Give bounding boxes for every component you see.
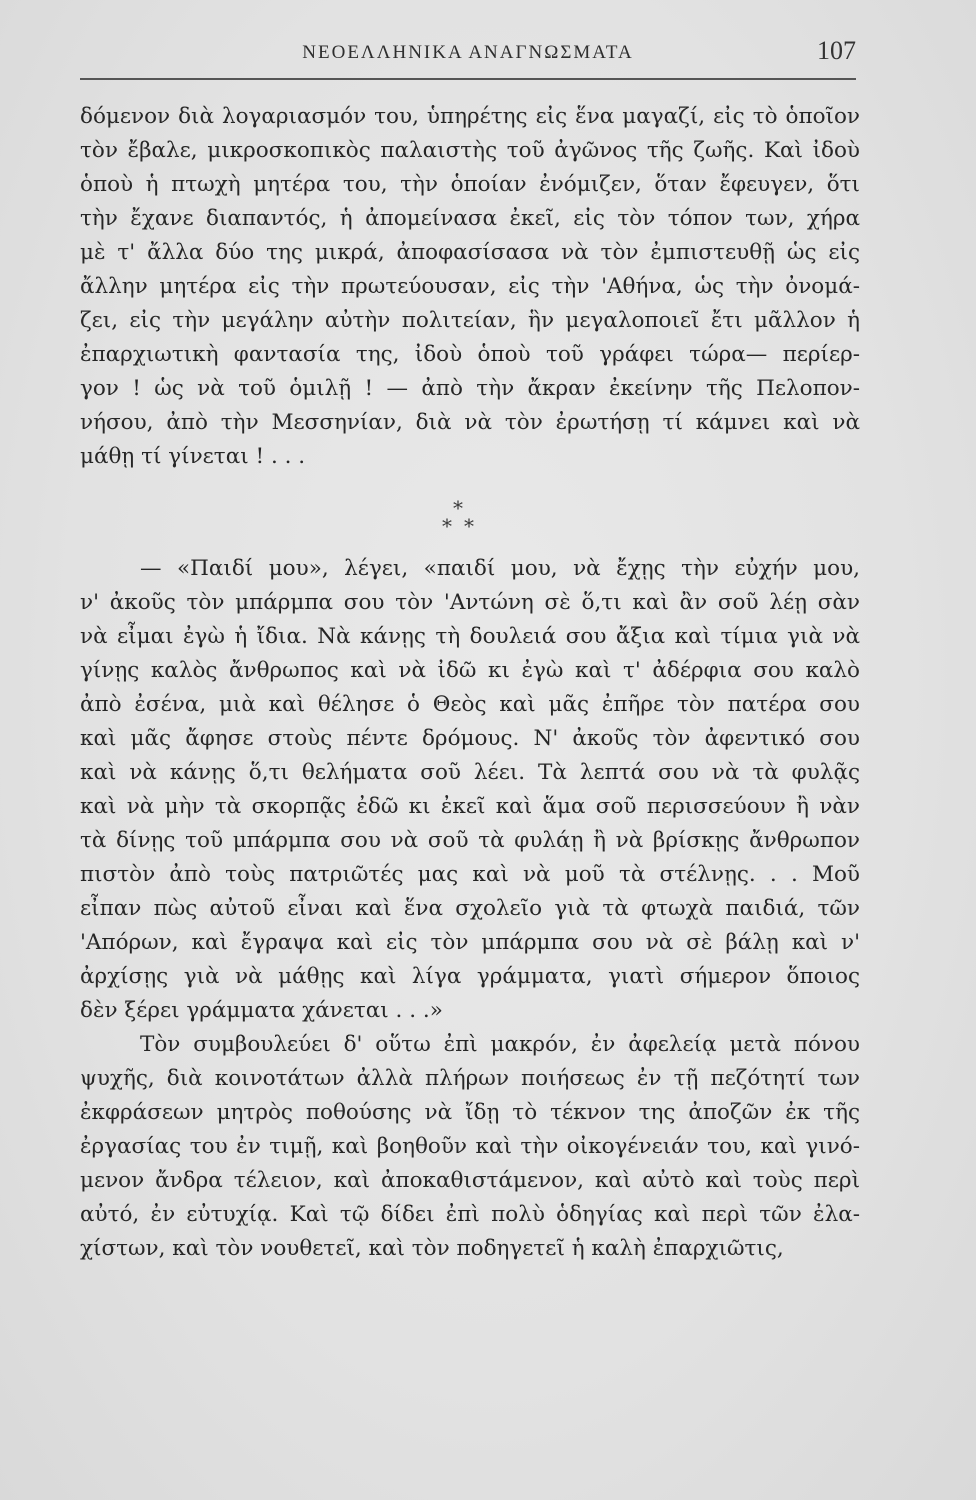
text-line: ζει, εἰς τὴν μεγάλην αὐτὴν πολιτείαν, ἣν μεγαλοποιεῖ ἔτι μᾶλλον ἡ [80, 308, 860, 333]
text-line: τὴν ἔχανε διαπαντός, ἡ ἀπομείνασα ἐκεῖ, εἰς τὸν τόπον των, χήρα [80, 206, 860, 231]
text-line: μάθῃ τί γίνεται ! . . . [80, 444, 306, 469]
text-line: καὶ μᾶς ἄφησε στοὺς πέντε δρόμους. Ν' ἀκοῦς τὸν ἀφεντικό σου [80, 726, 860, 751]
text-line: γίνῃς καλὸς ἄνθρωπος καὶ νὰ ἰδῶ κι ἐγὼ καὶ τ' ἀδέρφια σου καλὸ [80, 658, 860, 683]
text-line: ἐργασίας του ἐν τιμῇ, καὶ βοηθοῦν καὶ τὴν οἰκογένειάν του, καὶ γινό- [80, 1134, 860, 1159]
text-line: χίστων, καὶ τὸν νουθετεῖ, καὶ τὸν ποδηγετεῖ ἡ καλὴ ἐπαρχιῶτις, [80, 1236, 784, 1261]
text-line: γον ! ὡς νὰ τοῦ ὁμιλῇ ! — ἀπὸ τὴν ἄκραν ἐκείνην τῆς Πελοπον- [80, 376, 860, 401]
text-line: ν' ἀκοῦς τὸν μπάρμπα σου τὸν 'Αντώνη σὲ ὅ,τι καὶ ἂν σοῦ λέῃ σὰν [80, 590, 860, 615]
paragraph-2 [80, 552, 860, 1028]
body-text [80, 100, 860, 1266]
text-line: ἐπαρχιωτικὴ φαντασία της, ἰδοὺ ὁποὺ τοῦ γράφει τώρα— περίερ- [80, 342, 860, 367]
text-line: ἀρχίσῃς γιὰ νὰ μάθῃς καὶ λίγα γράμματα, γιατὶ σήμερον ὅποιος [80, 964, 860, 989]
text-line: ψυχῆς, διὰ κοινοτάτων ἀλλὰ πλήρων ποιήσεως ἐν τῇ πεζότητί των [80, 1066, 860, 1091]
text-line: Τὸν συμβουλεύει δ' οὕτω ἐπὶ μακρόν, ἐν ἀφελείᾳ μετὰ πόνου [140, 1032, 860, 1057]
text-line: αὐτό, ἐν εὐτυχίᾳ. Καὶ τῷ δίδει ἐπὶ πολὺ ὁδηγίας καὶ περὶ τῶν ἐλα- [80, 1202, 860, 1227]
section-separator [80, 496, 860, 552]
text-line: καὶ νὰ κάνῃς ὅ,τι θελήματα σοῦ λέει. Τὰ λεπτά σου νὰ τὰ φυλᾷς [80, 760, 860, 785]
separator-star-top: * [453, 496, 463, 520]
header-rule [80, 78, 856, 80]
page-header [80, 36, 856, 76]
paragraph-1 [80, 100, 860, 474]
text-line: ἄλλην μητέρα εἰς τὴν πρωτεύουσαν, εἰς τὴν 'Αθήνα, ὡς τὴν ὀνομά- [80, 274, 860, 299]
running-head: ΝΕΟΕΛΛΗΝΙΚΑ ΑΝΑΓΝΩΣΜΑΤΑ [302, 42, 634, 63]
text-line: δόμενον διὰ λογαριασμόν του, ὑπηρέτης εἰς ἕνα μαγαζί, εἰς τὸ ὁποῖον [80, 104, 860, 129]
text-line: ἐκφράσεων μητρὸς ποθούσης νὰ ἴδῃ τὸ τέκνον της ἀποζῶν ἐκ τῆς [80, 1100, 860, 1125]
page-number: 107 [817, 36, 856, 65]
text-line: — «Παιδί μου», λέγει, «παιδί μου, νὰ ἔχῃς τὴν εὐχήν μου, [140, 556, 860, 581]
separator-star-left: * [442, 514, 452, 538]
text-line: νὰ εἶμαι ἐγὼ ἡ ἴδια. Νὰ κάνῃς τὴ δουλειά σου ἄξια καὶ τίμια γιὰ νὰ [80, 624, 860, 649]
text-line: τὰ δίνῃς τοῦ μπάρμπα σου νὰ σοῦ τὰ φυλάῃ ἢ νὰ βρίσκῃς ἄνθρωπον [80, 828, 860, 853]
text-line: τὸν ἔβαλε, μικροσκοπικὸς παλαιστὴς τοῦ ἀγῶνος τῆς ζωῆς. Καὶ ἰδοὺ [80, 138, 860, 163]
paragraph-3 [80, 1028, 860, 1266]
text-line: 'Απόρων, καὶ ἔγραψα καὶ εἰς τὸν μπάρμπα σου νὰ σὲ βάλῃ καὶ ν' [80, 930, 860, 955]
separator-star-right: * [464, 514, 474, 538]
text-line: εἶπαν πὼς αὐτοῦ εἶναι καὶ ἕνα σχολεῖο γιὰ τὰ φτωχὰ παιδιά, τῶν [80, 896, 860, 921]
text-line: πιστὸν ἀπὸ τοὺς πατριῶτές μας καὶ νὰ μοῦ τὰ στέλνῃς. . . Μοῦ [80, 862, 860, 887]
text-line: μὲ τ' ἄλλα δύο της μικρά, ἀποφασίσασα νὰ τὸν ἐμπιστευθῇ ὡς εἰς [80, 240, 860, 265]
text-line: ἀπὸ ἐσένα, μιὰ καὶ θέλησε ὁ Θεὸς καὶ μᾶς ἐπῆρε τὸν πατέρα σου [80, 692, 860, 717]
text-line: νήσου, ἀπὸ τὴν Μεσσηνίαν, διὰ νὰ τὸν ἐρωτήσῃ τί κάμνει καὶ νὰ [80, 410, 860, 435]
text-line: δὲν ξέρει γράμματα χάνεται . . .» [80, 998, 443, 1023]
text-line: μενον ἄνδρα τέλειον, καὶ ἀποκαθιστάμενον, καὶ αὐτὸ καὶ τοὺς περὶ [80, 1168, 860, 1193]
section-gap [80, 474, 860, 502]
text-line: ὁποὺ ἡ πτωχὴ μητέρα του, τὴν ὁποίαν ἐνόμιζεν, ὅταν ἔφευγεν, ὅτι [80, 172, 860, 197]
text-line: καὶ νὰ μὴν τὰ σκορπᾷς ἐδῶ κι ἐκεῖ καὶ ἅμα σοῦ περισσεύουν ἢ νὰν [80, 794, 860, 819]
